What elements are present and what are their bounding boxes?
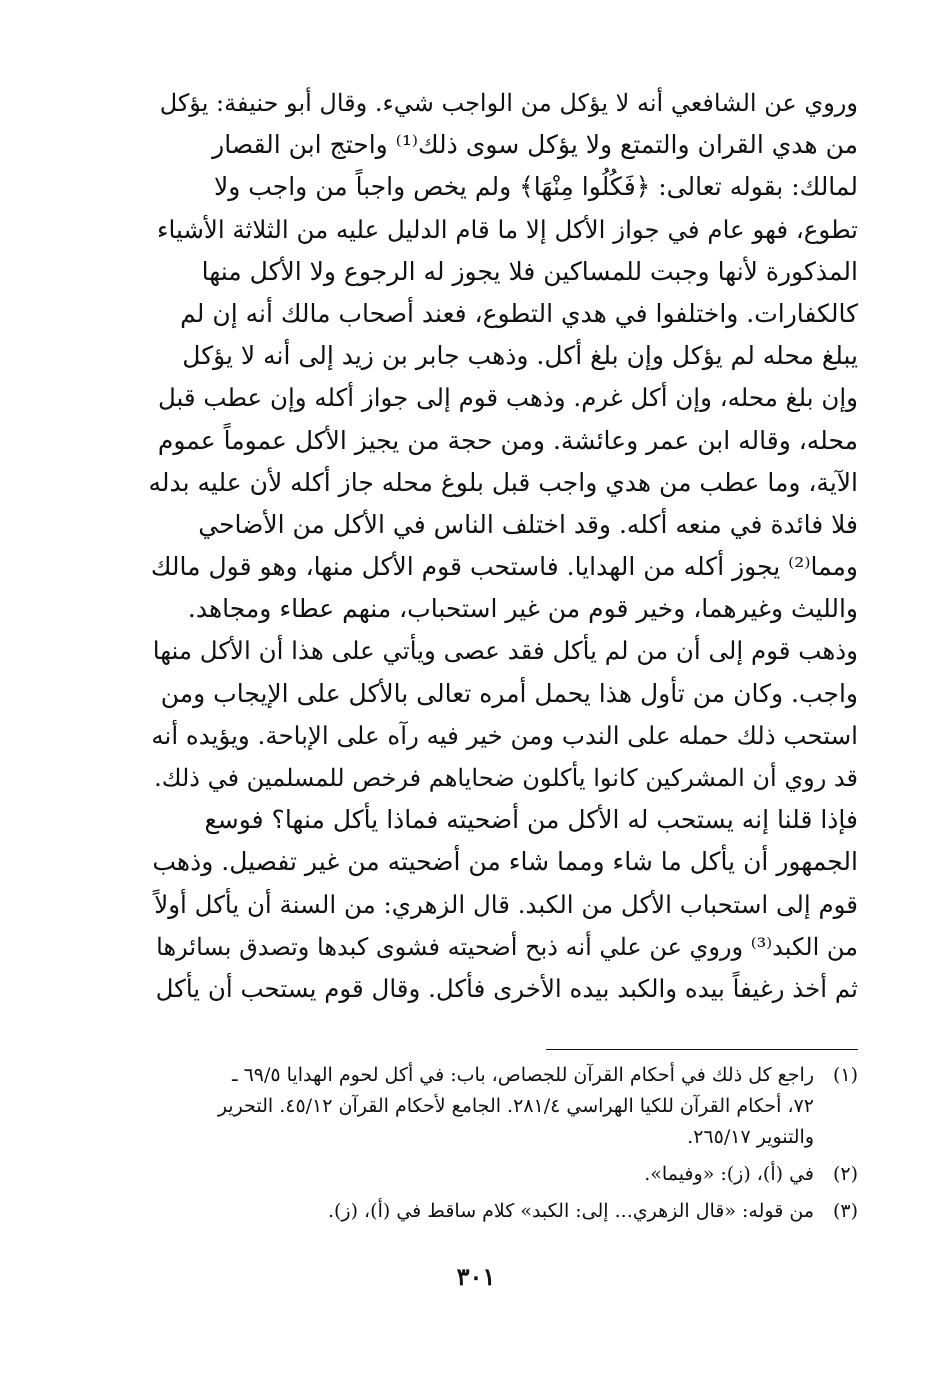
footnote-separator (546, 1049, 858, 1050)
footnote-text (148, 1159, 814, 1190)
footnote-text (148, 1196, 814, 1227)
text-line: وذهب قوم إلى أن من لم يأكل فقد عصى ويأتي على هذا أن الأكل منها (152, 636, 858, 666)
footnote (148, 1060, 858, 1153)
text-line: ومما⁽²⁾ يجوز أكله من الهدايا. فاستحب قوم الأكل منها، وهو قول مالك (150, 552, 858, 582)
footnote-line: في (أ)، (ز): «وفيما». (644, 1163, 814, 1185)
footnote-number: (٣) (832, 1200, 858, 1222)
text-line: المذكورة لأنها وجبت للمساكين فلا يجوز له الرجوع ولا الأكل منها (201, 256, 858, 286)
text-line: من هدي القران والتمتع ولا يؤكل سوى ذلك⁽¹⁾ واحتج ابن القصار (212, 130, 858, 160)
footnote-line: والتنوير ٢٦٥/١٧. (687, 1126, 814, 1148)
text-line: يبلغ محله لم يؤكل وإن بلغ أكل. وذهب جابر بن زيد إلى أنه لا يؤكل (182, 341, 858, 371)
text-line: وإن بلغ محله، وإن أكل غرم. وذهب قوم إلى جواز أكله وإن عطب قبل (157, 383, 858, 413)
footnote-text (148, 1060, 814, 1153)
footnote-number: (٢) (832, 1163, 858, 1185)
text-line: كالكفارات. واختلفوا في هدي التطوع، فعند أصحاب مالك أنه إن لم (180, 298, 858, 328)
text-line: قوم إلى استحباب الأكل من الكبد. قال الزهري: من السنة أن يأكل أولاً (154, 889, 858, 919)
footnote-number: (١) (832, 1064, 858, 1086)
page-number: ٣٠١ (456, 1262, 496, 1291)
footnote (148, 1159, 858, 1190)
text-line: من الكبد⁽³⁾ وروي عن علي أنه ذبح أضحيته فشوى كبدها وتصدق بسائرها (156, 932, 858, 961)
text-line: استحب ذلك حمله على الندب ومن خير فيه رآه على الإباحة. ويؤيده أنه (151, 720, 858, 750)
text-line: والليث وغيرهما، وخير قوم من غير استحباب، منهم عطاء ومجاهد. (187, 594, 858, 624)
footnote-line: من قوله: «قال الزهري... إلى: الكبد» كلام ساقط في (أ)، (ز). (327, 1200, 814, 1222)
text-line: لمالك: بقوله تعالى: ﴿فَكُلُوا مِنْهَا﴾ ولم يخص واجباً من واجب ولا (213, 172, 858, 202)
text-line: فلا فائدة في منعه أكله. وقد اختلف الناس في الأكل من الأضاحي (198, 509, 858, 539)
text-line: محله، وقاله ابن عمر وعائشة. ومن حجة من يجيز الأكل عموماً عموم (157, 425, 858, 455)
text-line: تطوع، فهو عام في جواز الأكل إلا ما قام الدليل عليه من الثلاثة الأشياء (156, 214, 858, 244)
footnote (148, 1196, 858, 1227)
main-text (148, 82, 858, 1010)
text-line: ثم أخذ رغيفاً بيده والكبد بيده الأخرى فأكل. وقال قوم يستحب أن يأكل (155, 973, 858, 1003)
text-line: وروي عن الشافعي أنه لا يؤكل من الواجب شيء. وقال أبو حنيفة: يؤكل (159, 89, 858, 117)
footnotes (148, 1060, 858, 1233)
text-line: واجب. وكان من تأول هذا يحمل أمره تعالى بالأكل على الإيجاب ومن (160, 678, 858, 708)
footnote-line: راجع كل ذلك في أحكام القرآن للجصاص، باب: في أكل لحوم الهدايا ٦٩/٥ ـ (231, 1064, 814, 1086)
footnote-line: ٧٢، أحكام القرآن للكيا الهراسي ٢٨١/٤. الجامع لأحكام القرآن ٤٥/١٢. التحرير (217, 1095, 814, 1117)
text-line: الآية، وما عطب من هدي واجب قبل بلوغ محله جاز أكله لأن عليه بدله (148, 467, 858, 497)
text-line: قد روي أن المشركين كانوا يأكلون ضحاياهم فرخص للمسلمين في ذلك. (154, 764, 858, 792)
text-line: فإذا قلنا إنه يستحب له الأكل من أضحيته فماذا يأكل منها؟ فوسع (204, 805, 858, 835)
text-line: الجمهور أن يأكل ما شاء ومما شاء من أضحيته من غير تفصيل. وذهب (152, 847, 858, 877)
